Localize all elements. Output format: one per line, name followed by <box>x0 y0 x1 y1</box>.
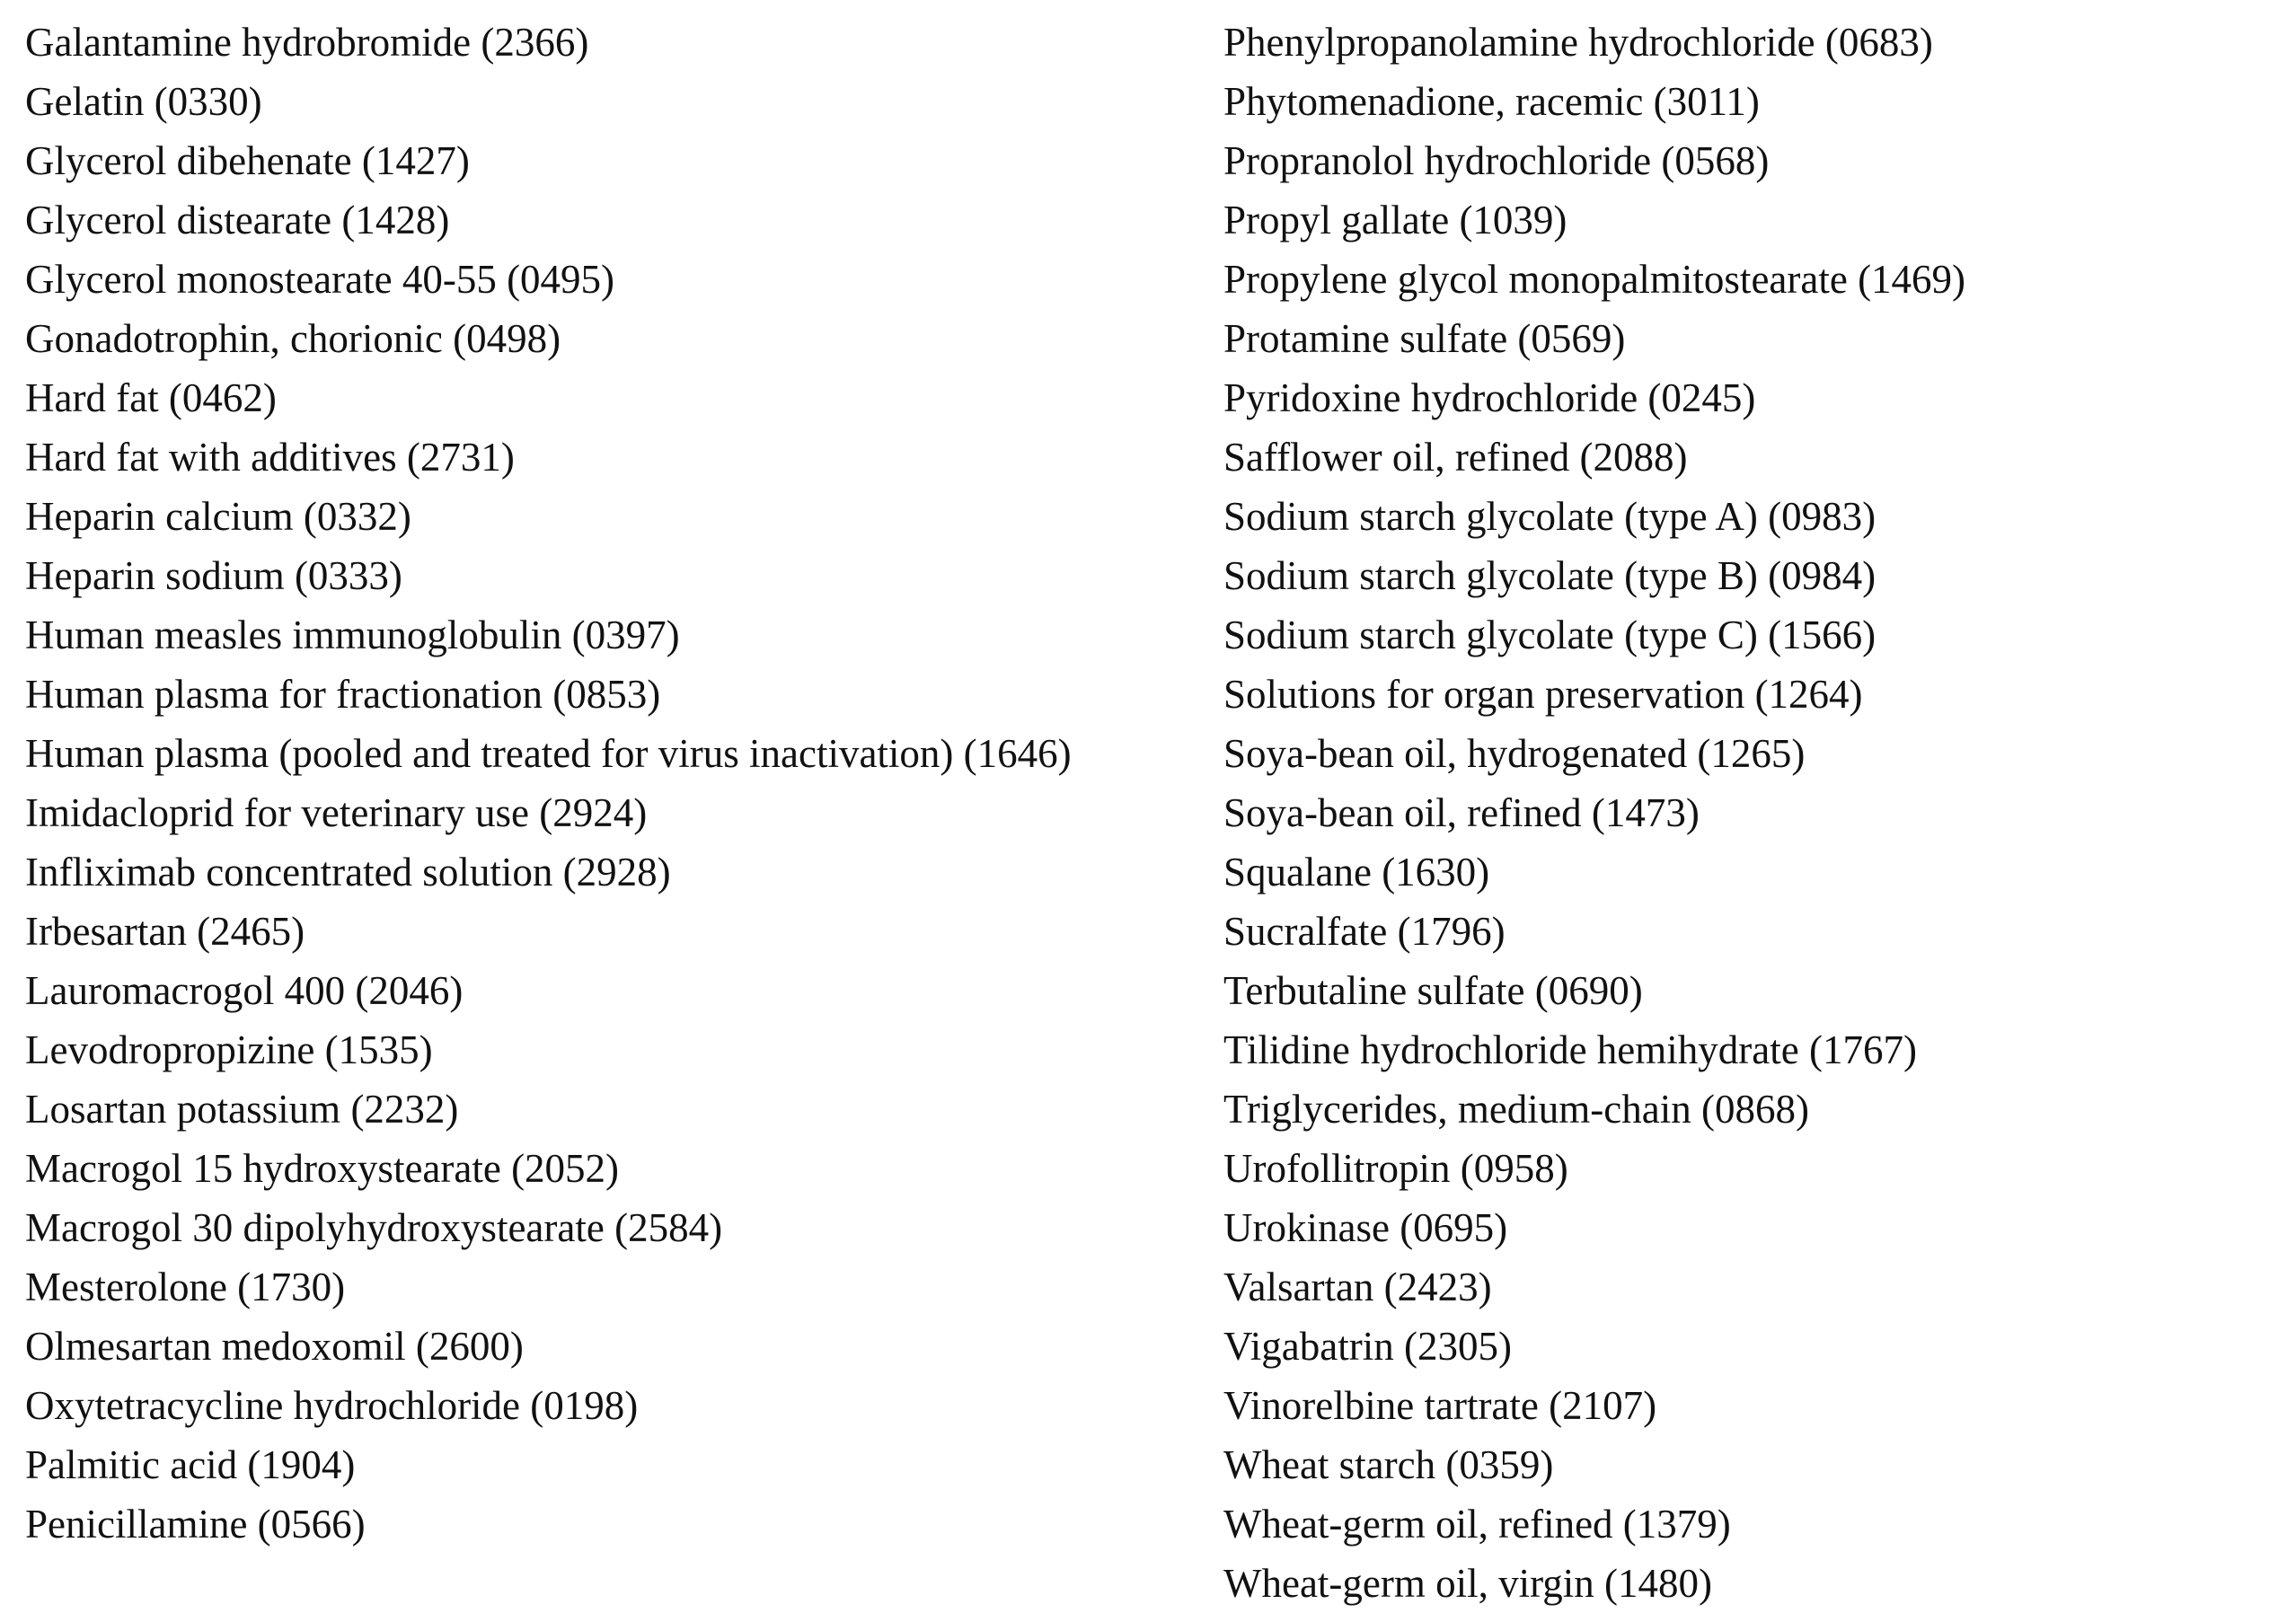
right-column-list <box>1223 13 2283 1613</box>
list-item: Penicillamine (0566) <box>25 1502 366 1547</box>
list-item: Tilidine hydrochloride hemihydrate (1767) <box>1223 1027 1917 1072</box>
left-column-list <box>25 13 1148 1554</box>
list-item: Terbutaline sulfate (0690) <box>1223 968 1643 1013</box>
list-item: Gonadotrophin, chorionic (0498) <box>25 316 561 361</box>
list-item: Human plasma (pooled and treated for virus inactivation) (1646) <box>25 731 1072 776</box>
list-item: Losartan potassium (2232) <box>25 1087 459 1132</box>
list-item: Valsartan (2423) <box>1223 1265 1492 1309</box>
list-item: Glycerol monostearate 40-55 (0495) <box>25 257 615 302</box>
list-item: Heparin calcium (0332) <box>25 494 411 539</box>
list-item: Lauromacrogol 400 (2046) <box>25 968 464 1013</box>
list-item: Vigabatrin (2305) <box>1223 1324 1512 1369</box>
list-item: Phytomenadione, racemic (3011) <box>1223 79 1760 124</box>
list-item: Propranolol hydrochloride (0568) <box>1223 138 1770 183</box>
list-item: Macrogol 30 dipolyhydroxystearate (2584) <box>25 1205 723 1250</box>
list-item: Human measles immunoglobulin (0397) <box>25 613 680 657</box>
list-item: Olmesartan medoxomil (2600) <box>25 1324 524 1369</box>
list-item: Urofollitropin (0958) <box>1223 1146 1568 1191</box>
list-item: Human plasma for fractionation (0853) <box>25 672 661 717</box>
list-item: Imidacloprid for veterinary use (2924) <box>25 790 648 835</box>
list-item: Safflower oil, refined (2088) <box>1223 435 1688 480</box>
list-item: Hard fat with additives (2731) <box>25 435 515 480</box>
list-item: Pyridoxine hydrochloride (0245) <box>1223 375 1756 420</box>
list-item: Protamine sulfate (0569) <box>1223 316 1626 361</box>
list-item: Solutions for organ preservation (1264) <box>1223 672 1863 717</box>
list-item: Heparin sodium (0333) <box>25 553 402 598</box>
list-item: Wheat-germ oil, refined (1379) <box>1223 1502 1731 1547</box>
list-item: Soya-bean oil, hydrogenated (1265) <box>1223 731 1806 776</box>
list-item: Glycerol distearate (1428) <box>25 198 450 242</box>
list-item: Urokinase (0695) <box>1223 1205 1508 1250</box>
list-item: Squalane (1630) <box>1223 850 1490 895</box>
list-item: Phenylpropanolamine hydrochloride (0683) <box>1223 20 1933 65</box>
list-item: Palmitic acid (1904) <box>25 1442 356 1487</box>
list-item: Sucralfate (1796) <box>1223 909 1506 954</box>
list-item: Irbesartan (2465) <box>25 909 305 954</box>
list-item: Sodium starch glycolate (type A) (0983) <box>1223 494 1877 539</box>
list-item: Mesterolone (1730) <box>25 1265 346 1309</box>
list-item: Galantamine hydrobromide (2366) <box>25 20 589 65</box>
list-item: Propyl gallate (1039) <box>1223 198 1567 242</box>
list-item: Triglycerides, medium-chain (0868) <box>1223 1087 1809 1132</box>
list-item: Wheat-germ oil, virgin (1480) <box>1223 1561 1713 1606</box>
list-item: Wheat starch (0359) <box>1223 1442 1554 1487</box>
list-item: Gelatin (0330) <box>25 79 262 124</box>
list-item: Propylene glycol monopalmitostearate (1469) <box>1223 257 1966 302</box>
list-item: Infliximab concentrated solution (2928) <box>25 850 671 895</box>
list-item: Hard fat (0462) <box>25 375 277 420</box>
list-item: Glycerol dibehenate (1427) <box>25 138 470 183</box>
list-item: Vinorelbine tartrate (2107) <box>1223 1383 1657 1428</box>
list-item: Sodium starch glycolate (type B) (0984) <box>1223 553 1877 598</box>
list-item: Sodium starch glycolate (type C) (1566) <box>1223 613 1877 657</box>
list-item: Macrogol 15 hydroxystearate (2052) <box>25 1146 620 1191</box>
list-item: Levodropropizine (1535) <box>25 1027 433 1072</box>
list-item: Soya-bean oil, refined (1473) <box>1223 790 1700 835</box>
list-item: Oxytetracycline hydrochloride (0198) <box>25 1383 639 1428</box>
